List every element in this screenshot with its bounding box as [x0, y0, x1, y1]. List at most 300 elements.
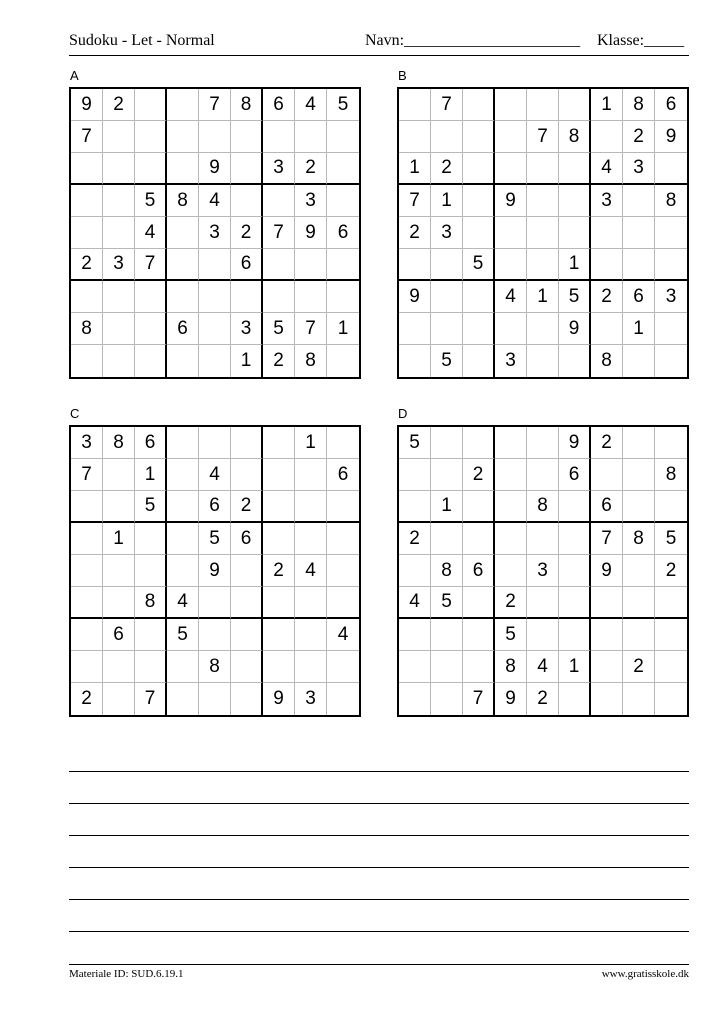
sudoku-cell[interactable]	[199, 281, 231, 313]
sudoku-cell[interactable]: 7	[71, 121, 103, 153]
sudoku-cell[interactable]	[103, 491, 135, 523]
sudoku-cell[interactable]	[167, 345, 199, 377]
sudoku-cell[interactable]	[167, 121, 199, 153]
sudoku-cell[interactable]: 6	[135, 427, 167, 459]
sudoku-cell[interactable]	[327, 121, 359, 153]
sudoku-cell[interactable]	[231, 185, 263, 217]
sudoku-cell[interactable]	[559, 217, 591, 249]
sudoku-cell[interactable]: 6	[327, 217, 359, 249]
sudoku-cell[interactable]: 8	[231, 89, 263, 121]
sudoku-cell[interactable]: 6	[655, 89, 687, 121]
sudoku-cell[interactable]: 3	[199, 217, 231, 249]
sudoku-cell[interactable]: 2	[591, 281, 623, 313]
sudoku-cell[interactable]	[327, 185, 359, 217]
sudoku-cell[interactable]	[199, 249, 231, 281]
sudoku-cell[interactable]	[263, 249, 295, 281]
sudoku-cell[interactable]	[559, 683, 591, 715]
sudoku-cell[interactable]: 8	[655, 459, 687, 491]
sudoku-cell[interactable]: 2	[263, 345, 295, 377]
sudoku-cell[interactable]	[591, 313, 623, 345]
sudoku-cell[interactable]	[231, 619, 263, 651]
sudoku-cell[interactable]: 7	[399, 185, 431, 217]
sudoku-cell[interactable]	[495, 217, 527, 249]
sudoku-cell[interactable]	[495, 121, 527, 153]
sudoku-cell[interactable]	[495, 153, 527, 185]
sudoku-cell[interactable]	[103, 153, 135, 185]
sudoku-cell[interactable]: 2	[431, 153, 463, 185]
sudoku-cell[interactable]	[71, 555, 103, 587]
sudoku-cell[interactable]	[103, 185, 135, 217]
sudoku-cell[interactable]	[559, 89, 591, 121]
sudoku-cell[interactable]: 1	[431, 491, 463, 523]
sudoku-cell[interactable]: 3	[623, 153, 655, 185]
sudoku-cell[interactable]	[591, 587, 623, 619]
sudoku-cell[interactable]: 2	[623, 651, 655, 683]
sudoku-cell[interactable]	[263, 523, 295, 555]
sudoku-cell[interactable]	[399, 89, 431, 121]
sudoku-cell[interactable]	[135, 89, 167, 121]
sudoku-cell[interactable]	[623, 249, 655, 281]
sudoku-cell[interactable]	[527, 217, 559, 249]
writing-line[interactable]	[69, 803, 689, 804]
sudoku-cell[interactable]	[559, 185, 591, 217]
sudoku-cell[interactable]	[167, 153, 199, 185]
sudoku-cell[interactable]: 5	[655, 523, 687, 555]
sudoku-cell[interactable]	[135, 555, 167, 587]
sudoku-cell[interactable]: 3	[431, 217, 463, 249]
sudoku-cell[interactable]	[431, 281, 463, 313]
sudoku-cell[interactable]	[103, 345, 135, 377]
sudoku-cell[interactable]	[559, 619, 591, 651]
sudoku-cell[interactable]: 7	[263, 217, 295, 249]
sudoku-cell[interactable]	[327, 153, 359, 185]
sudoku-cell[interactable]	[527, 153, 559, 185]
sudoku-cell[interactable]: 9	[399, 281, 431, 313]
sudoku-cell[interactable]	[527, 249, 559, 281]
sudoku-cell[interactable]	[199, 587, 231, 619]
sudoku-cell[interactable]	[263, 281, 295, 313]
sudoku-cell[interactable]	[199, 683, 231, 715]
sudoku-cell[interactable]	[103, 651, 135, 683]
sudoku-cell[interactable]: 9	[71, 89, 103, 121]
sudoku-cell[interactable]	[167, 89, 199, 121]
writing-line[interactable]	[69, 899, 689, 900]
sudoku-cell[interactable]	[463, 313, 495, 345]
sudoku-cell[interactable]	[527, 89, 559, 121]
sudoku-cell[interactable]: 8	[431, 555, 463, 587]
sudoku-cell[interactable]: 9	[591, 555, 623, 587]
sudoku-cell[interactable]: 8	[623, 523, 655, 555]
sudoku-cell[interactable]	[263, 651, 295, 683]
sudoku-cell[interactable]: 7	[199, 89, 231, 121]
sudoku-cell[interactable]: 4	[199, 459, 231, 491]
sudoku-cell[interactable]: 5	[495, 619, 527, 651]
sudoku-cell[interactable]	[399, 491, 431, 523]
sudoku-cell[interactable]	[295, 651, 327, 683]
sudoku-cell[interactable]: 7	[295, 313, 327, 345]
sudoku-cell[interactable]: 1	[231, 345, 263, 377]
sudoku-cell[interactable]	[527, 427, 559, 459]
sudoku-cell[interactable]	[559, 555, 591, 587]
sudoku-cell[interactable]	[559, 345, 591, 377]
sudoku-cell[interactable]: 7	[71, 459, 103, 491]
sudoku-cell[interactable]: 1	[559, 249, 591, 281]
sudoku-cell[interactable]	[463, 121, 495, 153]
sudoku-cell[interactable]	[623, 459, 655, 491]
sudoku-cell[interactable]	[655, 153, 687, 185]
sudoku-cell[interactable]	[623, 345, 655, 377]
sudoku-cell[interactable]	[655, 345, 687, 377]
sudoku-cell[interactable]	[71, 281, 103, 313]
sudoku-cell[interactable]: 4	[399, 587, 431, 619]
sudoku-cell[interactable]	[167, 217, 199, 249]
sudoku-cell[interactable]	[199, 313, 231, 345]
sudoku-cell[interactable]: 8	[199, 651, 231, 683]
sudoku-cell[interactable]	[431, 313, 463, 345]
sudoku-cell[interactable]: 4	[327, 619, 359, 651]
sudoku-cell[interactable]	[623, 185, 655, 217]
sudoku-cell[interactable]	[231, 587, 263, 619]
sudoku-cell[interactable]	[327, 587, 359, 619]
sudoku-cell[interactable]	[231, 281, 263, 313]
sudoku-cell[interactable]	[103, 121, 135, 153]
sudoku-cell[interactable]	[103, 281, 135, 313]
sudoku-cell[interactable]	[495, 523, 527, 555]
sudoku-cell[interactable]: 5	[135, 185, 167, 217]
sudoku-cell[interactable]: 9	[199, 153, 231, 185]
sudoku-cell[interactable]: 4	[527, 651, 559, 683]
sudoku-cell[interactable]	[431, 683, 463, 715]
sudoku-cell[interactable]: 9	[559, 313, 591, 345]
sudoku-cell[interactable]	[463, 427, 495, 459]
sudoku-cell[interactable]	[591, 459, 623, 491]
sudoku-cell[interactable]: 8	[527, 491, 559, 523]
sudoku-cell[interactable]	[295, 459, 327, 491]
sudoku-cell[interactable]	[655, 683, 687, 715]
sudoku-cell[interactable]	[559, 587, 591, 619]
sudoku-cell[interactable]	[327, 281, 359, 313]
sudoku-cell[interactable]	[327, 523, 359, 555]
sudoku-cell[interactable]	[199, 121, 231, 153]
sudoku-cell[interactable]	[623, 427, 655, 459]
sudoku-cell[interactable]	[231, 427, 263, 459]
sudoku-cell[interactable]	[495, 249, 527, 281]
sudoku-cell[interactable]: 8	[295, 345, 327, 377]
sudoku-cell[interactable]	[655, 249, 687, 281]
name-field[interactable]: Navn:______________________	[365, 32, 581, 49]
sudoku-cell[interactable]: 4	[295, 555, 327, 587]
sudoku-cell[interactable]: 3	[591, 185, 623, 217]
sudoku-cell[interactable]	[591, 249, 623, 281]
sudoku-cell[interactable]: 1	[327, 313, 359, 345]
sudoku-cell[interactable]: 6	[327, 459, 359, 491]
sudoku-cell[interactable]	[167, 683, 199, 715]
sudoku-cell[interactable]	[495, 427, 527, 459]
sudoku-cell[interactable]	[199, 345, 231, 377]
sudoku-cell[interactable]	[167, 555, 199, 587]
sudoku-cell[interactable]	[295, 523, 327, 555]
sudoku-cell[interactable]	[527, 523, 559, 555]
sudoku-cell[interactable]: 5	[399, 427, 431, 459]
writing-line[interactable]	[69, 867, 689, 868]
sudoku-cell[interactable]	[463, 153, 495, 185]
sudoku-cell[interactable]: 2	[399, 523, 431, 555]
sudoku-cell[interactable]: 1	[135, 459, 167, 491]
sudoku-cell[interactable]	[463, 281, 495, 313]
sudoku-cell[interactable]	[103, 217, 135, 249]
sudoku-cell[interactable]: 5	[431, 345, 463, 377]
sudoku-cell[interactable]	[591, 619, 623, 651]
sudoku-cell[interactable]	[135, 281, 167, 313]
sudoku-cell[interactable]: 6	[199, 491, 231, 523]
sudoku-cell[interactable]: 6	[463, 555, 495, 587]
sudoku-cell[interactable]: 1	[103, 523, 135, 555]
sudoku-cell[interactable]: 5	[167, 619, 199, 651]
sudoku-cell[interactable]	[399, 345, 431, 377]
sudoku-cell[interactable]: 6	[263, 89, 295, 121]
sudoku-cell[interactable]: 8	[135, 587, 167, 619]
sudoku-cell[interactable]	[167, 281, 199, 313]
sudoku-cell[interactable]: 8	[103, 427, 135, 459]
sudoku-cell[interactable]: 8	[655, 185, 687, 217]
sudoku-cell[interactable]	[295, 249, 327, 281]
sudoku-cell[interactable]: 3	[231, 313, 263, 345]
sudoku-cell[interactable]	[623, 683, 655, 715]
sudoku-cell[interactable]	[495, 89, 527, 121]
sudoku-cell[interactable]	[431, 523, 463, 555]
sudoku-cell[interactable]	[231, 683, 263, 715]
sudoku-cell[interactable]	[463, 587, 495, 619]
sudoku-cell[interactable]: 4	[135, 217, 167, 249]
sudoku-cell[interactable]: 3	[71, 427, 103, 459]
sudoku-cell[interactable]: 2	[71, 249, 103, 281]
sudoku-cell[interactable]	[327, 555, 359, 587]
sudoku-cell[interactable]	[135, 313, 167, 345]
sudoku-cell[interactable]: 5	[327, 89, 359, 121]
sudoku-cell[interactable]: 3	[103, 249, 135, 281]
sudoku-cell[interactable]	[71, 523, 103, 555]
sudoku-cell[interactable]	[623, 619, 655, 651]
sudoku-cell[interactable]: 3	[495, 345, 527, 377]
sudoku-cell[interactable]: 1	[295, 427, 327, 459]
sudoku-cell[interactable]	[463, 523, 495, 555]
sudoku-cell[interactable]	[591, 217, 623, 249]
sudoku-cell[interactable]	[327, 249, 359, 281]
sudoku-cell[interactable]: 9	[655, 121, 687, 153]
sudoku-cell[interactable]	[103, 683, 135, 715]
sudoku-cell[interactable]	[527, 313, 559, 345]
sudoku-cell[interactable]	[463, 345, 495, 377]
sudoku-cell[interactable]: 4	[495, 281, 527, 313]
sudoku-cell[interactable]	[463, 89, 495, 121]
sudoku-cell[interactable]: 5	[199, 523, 231, 555]
sudoku-cell[interactable]	[199, 619, 231, 651]
sudoku-cell[interactable]	[463, 185, 495, 217]
sudoku-cell[interactable]: 1	[527, 281, 559, 313]
sudoku-cell[interactable]: 3	[295, 683, 327, 715]
sudoku-cell[interactable]: 1	[559, 651, 591, 683]
sudoku-cell[interactable]	[495, 459, 527, 491]
sudoku-cell[interactable]	[399, 555, 431, 587]
sudoku-cell[interactable]: 2	[71, 683, 103, 715]
sudoku-cell[interactable]	[231, 555, 263, 587]
sudoku-cell[interactable]	[527, 345, 559, 377]
sudoku-cell[interactable]	[399, 249, 431, 281]
sudoku-cell[interactable]	[263, 459, 295, 491]
sudoku-cell[interactable]	[327, 683, 359, 715]
sudoku-cell[interactable]	[431, 651, 463, 683]
sudoku-cell[interactable]: 2	[399, 217, 431, 249]
sudoku-cell[interactable]: 6	[231, 523, 263, 555]
sudoku-cell[interactable]	[295, 619, 327, 651]
sudoku-cell[interactable]	[71, 345, 103, 377]
sudoku-cell[interactable]	[327, 345, 359, 377]
sudoku-cell[interactable]: 6	[167, 313, 199, 345]
sudoku-cell[interactable]	[463, 651, 495, 683]
sudoku-cell[interactable]	[167, 427, 199, 459]
sudoku-cell[interactable]	[527, 587, 559, 619]
sudoku-cell[interactable]	[263, 491, 295, 523]
sudoku-cell[interactable]	[103, 555, 135, 587]
sudoku-cell[interactable]: 4	[199, 185, 231, 217]
sudoku-cell[interactable]: 1	[399, 153, 431, 185]
sudoku-cell[interactable]	[231, 651, 263, 683]
writing-line[interactable]	[69, 771, 689, 772]
sudoku-cell[interactable]: 2	[463, 459, 495, 491]
sudoku-cell[interactable]	[71, 651, 103, 683]
sudoku-cell[interactable]	[495, 555, 527, 587]
sudoku-cell[interactable]: 5	[559, 281, 591, 313]
sudoku-cell[interactable]	[327, 427, 359, 459]
sudoku-cell[interactable]	[655, 313, 687, 345]
sudoku-cell[interactable]: 5	[263, 313, 295, 345]
sudoku-cell[interactable]: 1	[623, 313, 655, 345]
sudoku-cell[interactable]	[263, 185, 295, 217]
sudoku-cell[interactable]	[559, 153, 591, 185]
sudoku-cell[interactable]	[655, 619, 687, 651]
sudoku-cell[interactable]: 8	[71, 313, 103, 345]
sudoku-cell[interactable]	[399, 313, 431, 345]
sudoku-cell[interactable]	[263, 121, 295, 153]
sudoku-cell[interactable]	[327, 491, 359, 523]
sudoku-cell[interactable]: 4	[167, 587, 199, 619]
sudoku-cell[interactable]	[399, 651, 431, 683]
sudoku-cell[interactable]	[167, 459, 199, 491]
sudoku-cell[interactable]	[527, 459, 559, 491]
sudoku-cell[interactable]: 7	[591, 523, 623, 555]
writing-line[interactable]	[69, 931, 689, 932]
sudoku-cell[interactable]: 2	[295, 153, 327, 185]
sudoku-cell[interactable]	[167, 523, 199, 555]
sudoku-cell[interactable]: 3	[655, 281, 687, 313]
sudoku-cell[interactable]	[71, 619, 103, 651]
sudoku-cell[interactable]	[71, 153, 103, 185]
sudoku-cell[interactable]	[623, 491, 655, 523]
sudoku-cell[interactable]	[135, 651, 167, 683]
sudoku-cell[interactable]: 2	[103, 89, 135, 121]
sudoku-cell[interactable]	[135, 121, 167, 153]
sudoku-cell[interactable]	[463, 491, 495, 523]
sudoku-cell[interactable]	[71, 587, 103, 619]
sudoku-cell[interactable]: 2	[655, 555, 687, 587]
sudoku-cell[interactable]	[655, 651, 687, 683]
sudoku-cell[interactable]	[103, 459, 135, 491]
sudoku-cell[interactable]: 2	[231, 217, 263, 249]
sudoku-cell[interactable]: 5	[431, 587, 463, 619]
sudoku-cell[interactable]	[623, 555, 655, 587]
sudoku-cell[interactable]: 1	[431, 185, 463, 217]
sudoku-cell[interactable]	[495, 313, 527, 345]
sudoku-cell[interactable]	[167, 651, 199, 683]
sudoku-cell[interactable]	[71, 491, 103, 523]
sudoku-cell[interactable]	[295, 587, 327, 619]
sudoku-cell[interactable]	[71, 185, 103, 217]
sudoku-cell[interactable]: 8	[167, 185, 199, 217]
sudoku-cell[interactable]: 3	[263, 153, 295, 185]
sudoku-cell[interactable]: 7	[135, 249, 167, 281]
sudoku-cell[interactable]	[431, 619, 463, 651]
sudoku-cell[interactable]	[591, 651, 623, 683]
sudoku-cell[interactable]: 5	[135, 491, 167, 523]
sudoku-cell[interactable]: 6	[559, 459, 591, 491]
sudoku-cell[interactable]	[231, 121, 263, 153]
sudoku-cell[interactable]: 8	[623, 89, 655, 121]
sudoku-cell[interactable]	[135, 153, 167, 185]
sudoku-cell[interactable]: 9	[495, 683, 527, 715]
sudoku-cell[interactable]	[623, 217, 655, 249]
sudoku-cell[interactable]	[559, 523, 591, 555]
sudoku-cell[interactable]	[655, 587, 687, 619]
sudoku-cell[interactable]	[295, 281, 327, 313]
sudoku-cell[interactable]	[399, 121, 431, 153]
sudoku-cell[interactable]	[431, 459, 463, 491]
sudoku-cell[interactable]: 8	[591, 345, 623, 377]
sudoku-cell[interactable]: 7	[135, 683, 167, 715]
sudoku-cell[interactable]	[231, 459, 263, 491]
sudoku-cell[interactable]	[135, 619, 167, 651]
sudoku-cell[interactable]: 7	[527, 121, 559, 153]
sudoku-cell[interactable]	[167, 491, 199, 523]
sudoku-cell[interactable]	[263, 619, 295, 651]
sudoku-cell[interactable]	[263, 587, 295, 619]
sudoku-cell[interactable]: 6	[103, 619, 135, 651]
sudoku-cell[interactable]: 4	[295, 89, 327, 121]
sudoku-cell[interactable]	[655, 217, 687, 249]
sudoku-cell[interactable]: 5	[463, 249, 495, 281]
sudoku-cell[interactable]	[327, 651, 359, 683]
sudoku-cell[interactable]	[399, 619, 431, 651]
sudoku-cell[interactable]: 6	[231, 249, 263, 281]
sudoku-cell[interactable]	[559, 491, 591, 523]
sudoku-cell[interactable]: 2	[591, 427, 623, 459]
sudoku-cell[interactable]	[591, 121, 623, 153]
sudoku-cell[interactable]	[263, 427, 295, 459]
sudoku-cell[interactable]: 6	[591, 491, 623, 523]
sudoku-cell[interactable]	[103, 313, 135, 345]
sudoku-cell[interactable]: 3	[295, 185, 327, 217]
sudoku-cell[interactable]	[103, 587, 135, 619]
sudoku-cell[interactable]: 2	[527, 683, 559, 715]
sudoku-cell[interactable]	[655, 427, 687, 459]
sudoku-cell[interactable]	[71, 217, 103, 249]
sudoku-cell[interactable]	[167, 249, 199, 281]
sudoku-cell[interactable]: 2	[231, 491, 263, 523]
sudoku-cell[interactable]	[135, 523, 167, 555]
sudoku-cell[interactable]	[135, 345, 167, 377]
sudoku-cell[interactable]: 2	[623, 121, 655, 153]
sudoku-cell[interactable]: 8	[559, 121, 591, 153]
writing-line[interactable]	[69, 835, 689, 836]
